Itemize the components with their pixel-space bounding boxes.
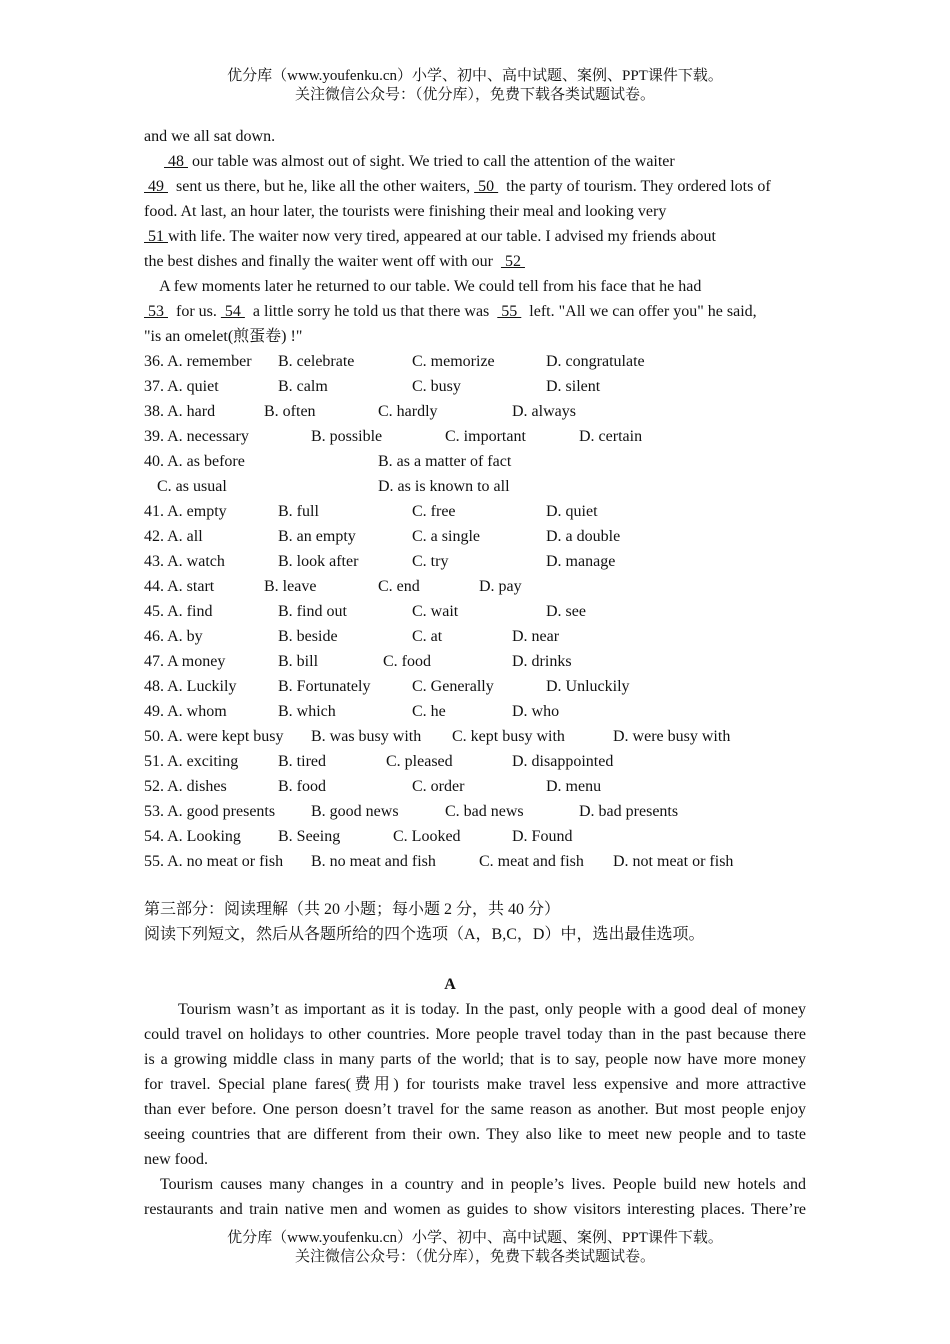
question-47-d: D. drinks: [512, 653, 572, 670]
paragraph-line: than ever before. One person doesn’t travel for the same reason as another. But most people enjoy: [144, 1101, 806, 1118]
question-45-c: C. wait: [412, 603, 459, 620]
passage-line: A few moments later he returned to our table. We could tell from his face that he had: [144, 278, 702, 295]
question-55-a: 55. A. no meat or fish: [144, 853, 284, 870]
question-44-a: 44. A. start: [144, 578, 215, 595]
paragraph-line: for travel. Special plane fares(费用) for tourists make travel less expensive and more attractive: [144, 1076, 806, 1093]
question-43-b: B. look after: [278, 553, 359, 570]
question-37-a: 37. A. quiet: [144, 378, 219, 395]
blank-53: 53: [144, 303, 168, 320]
question-36-c: C. memorize: [412, 353, 495, 370]
question-48-c: C. Generally: [412, 678, 494, 695]
question-42-d: D. a double: [546, 528, 621, 545]
question-46-a: 46. A. by: [144, 628, 203, 645]
question-41-a: 41. A. empty: [144, 503, 227, 520]
question-55-d: D. not meat or fish: [613, 853, 734, 870]
passage-line: [164, 152, 675, 172]
question-48-a: 48. A. Luckily: [144, 678, 237, 695]
question-43-c: C. try: [412, 553, 449, 570]
question-46-b: B. beside: [278, 628, 338, 645]
question-41-c: C. free: [412, 503, 456, 520]
question-50-a: 50. A. were kept busy: [144, 728, 284, 745]
question-37-d: D. silent: [546, 378, 601, 395]
passage-text: our table was almost out of sight. We tried to call the attention of the waiter: [188, 153, 675, 170]
passage-text: a little sorry he told us that there was: [244, 303, 498, 320]
question-39-d: D. certain: [579, 428, 643, 445]
question-53-a: 53. A. good presents: [144, 803, 276, 820]
question-51-c: C. pleased: [386, 753, 453, 770]
question-50-b: B. was busy with: [311, 728, 422, 745]
paragraph-line: seeing countries that are different from their own. They also like to meet new people and to taste: [144, 1126, 806, 1143]
passage-heading: A: [444, 976, 456, 993]
question-36-a: 36. A. remember: [144, 353, 252, 370]
question-44-c: C. end: [378, 578, 420, 595]
question-49-a: 49. A. whom: [144, 703, 227, 720]
section-instruction: 阅读下列短文，然后从各题所给的四个选项（A，B,C，D）中，选出最佳选项。: [144, 926, 705, 943]
paragraph-line: is a growing middle class in many parts of the world; that is to say, people now have more money: [144, 1051, 806, 1068]
question-38-a: 38. A. hard: [144, 403, 216, 420]
blank-51: 51: [144, 228, 168, 245]
passage-line: [144, 302, 757, 322]
question-49-c: C. he: [412, 703, 446, 720]
question-46-d: D. near: [512, 628, 560, 645]
question-49-d: D. who: [512, 703, 560, 720]
blank-48: 48: [164, 153, 188, 170]
passage-line: "is an omelet(煎蛋卷) !": [144, 328, 303, 345]
question-42-c: C. a single: [412, 528, 480, 545]
passage-line: food. At last, an hour later, the tourists were finishing their meal and looking very: [144, 203, 667, 220]
question-38-b: B. often: [264, 403, 316, 420]
question-45-a: 45. A. find: [144, 603, 213, 620]
question-36-b: B. celebrate: [278, 353, 355, 370]
question-45-b: B. find out: [278, 603, 347, 620]
question-41-b: B. full: [278, 503, 319, 520]
question-48-d: D. Unluckily: [546, 678, 630, 695]
blank-52: 52: [500, 253, 525, 270]
question-51-d: D. disappointed: [512, 753, 614, 770]
question-41-d: D. quiet: [546, 503, 598, 520]
question-37-c: C. busy: [412, 378, 461, 395]
question-46-c: C. at: [412, 628, 443, 645]
question-53-c: C. bad news: [445, 803, 524, 820]
question-54-a: 54. A. Looking: [144, 828, 241, 845]
passage-text: with life. The waiter now very tired, appeared at our table. I advised my friends about: [168, 228, 716, 245]
paragraph-line: new food.: [144, 1151, 208, 1168]
passage-line: [144, 252, 525, 272]
question-42-b: B. an empty: [278, 528, 356, 545]
passage-text: sent us there, but he, like all the other waiters,: [168, 178, 475, 195]
passage-line: and we all sat down.: [144, 128, 276, 145]
paragraph-line: could travel on holidays to other countries. More people travel today than in the past because there: [144, 1026, 806, 1043]
blank-50: 50: [474, 178, 499, 195]
question-52-b: B. food: [278, 778, 326, 795]
question-40-d: D. as is known to all: [378, 478, 510, 495]
question-38-c: C. hardly: [378, 403, 438, 420]
question-54-c: C. Looked: [393, 828, 461, 845]
section-title: 第三部分：阅读理解（共 20 小题；每小题 2 分，共 40 分）: [144, 901, 561, 918]
question-39-b: B. possible: [311, 428, 383, 445]
question-50-d: D. were busy with: [613, 728, 731, 745]
question-47-c: C. food: [383, 653, 431, 670]
question-55-c: C. meat and fish: [479, 853, 584, 870]
question-52-c: C. order: [412, 778, 465, 795]
question-49-b: B. which: [278, 703, 336, 720]
question-53-d: D. bad presents: [579, 803, 679, 820]
passage-text: left. "All we can offer you" he said,: [521, 303, 757, 320]
question-55-b: B. no meat and fish: [311, 853, 436, 870]
question-39-a: 39. A. necessary: [144, 428, 249, 445]
question-36-d: D. congratulate: [546, 353, 645, 370]
question-48-b: B. Fortunately: [278, 678, 371, 695]
header-line-1: 优分库（www.youfenku.cn）小学、初中、高中试题、案例、PPT课件下载。: [227, 68, 723, 84]
question-38-d: D. always: [512, 403, 576, 420]
footer-line-2: 关注微信公众号：（优分库），免费下载各类试题试卷。: [294, 1249, 655, 1265]
question-51-b: B. tired: [278, 753, 326, 770]
question-51-a: 51. A. exciting: [144, 753, 239, 770]
paragraph-line: Tourism causes many changes in a country and in people’s lives. People build new hotels and: [160, 1176, 806, 1193]
passage-line: [144, 227, 716, 247]
blank-55: 55: [497, 303, 522, 320]
passage-line: [144, 177, 771, 197]
question-43-a: 43. A. watch: [144, 553, 225, 570]
question-40-c: C. as usual: [157, 478, 227, 495]
question-54-b: B. Seeing: [278, 828, 341, 845]
header-line-2: 关注微信公众号：（优分库），免费下载各类试题试卷。: [294, 87, 655, 103]
question-50-c: C. kept busy with: [452, 728, 565, 745]
passage-text: the party of tourism. They ordered lots of: [498, 178, 771, 195]
blank-49: 49: [144, 178, 168, 195]
passage-text: the best dishes and finally the waiter went off with our: [144, 253, 501, 270]
question-44-b: B. leave: [264, 578, 317, 595]
passage-text: for us.: [168, 303, 221, 320]
question-40-b: B. as a matter of fact: [378, 453, 512, 470]
question-54-d: D. Found: [512, 828, 573, 845]
question-37-b: B. calm: [278, 378, 328, 395]
question-47-a: 47. A money: [144, 653, 226, 670]
question-53-b: B. good news: [311, 803, 399, 820]
question-42-a: 42. A. all: [144, 528, 203, 545]
question-43-d: D. manage: [546, 553, 616, 570]
question-39-c: C. important: [445, 428, 526, 445]
question-52-a: 52. A. dishes: [144, 778, 227, 795]
blank-54: 54: [220, 303, 245, 320]
footer-line-1: 优分库（www.youfenku.cn）小学、初中、高中试题、案例、PPT课件下载。: [227, 1230, 723, 1246]
paragraph-line: Tourism wasn’t as important as it is today. In the past, only people with a good deal of money: [178, 1001, 806, 1018]
question-40-a: 40. A. as before: [144, 453, 245, 470]
question-44-d: D. pay: [479, 578, 522, 595]
paragraph-line: restaurants and train native men and women as guides to show visitors interesting places. There’re: [144, 1201, 806, 1218]
question-47-b: B. bill: [278, 653, 319, 670]
question-45-d: D. see: [546, 603, 586, 620]
question-52-d: D. menu: [546, 778, 602, 795]
